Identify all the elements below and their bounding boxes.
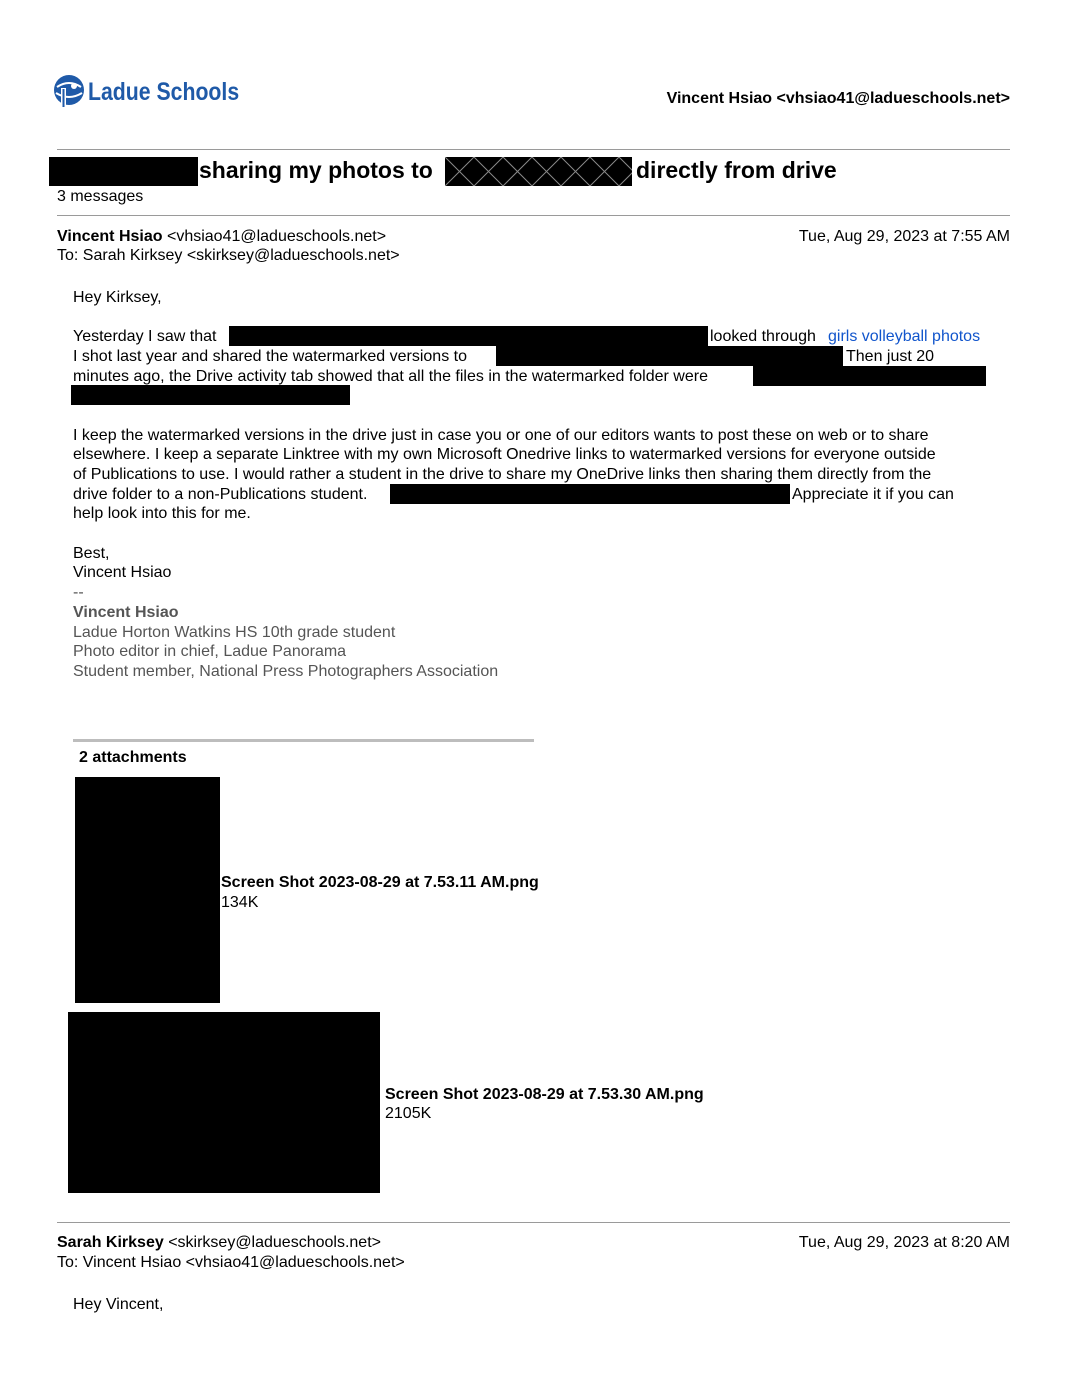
signature-line: Student member, National Press Photographers Association: [73, 663, 499, 680]
attachment-name[interactable]: Screen Shot 2023-08-29 at 7.53.30 AM.png: [385, 1086, 704, 1103]
message-1-recipient: To: Sarah Kirksey <skirksey@ladueschools.net>: [57, 247, 400, 264]
closing-name: Vincent Hsiao: [73, 564, 172, 581]
attachments-title: 2 attachments: [79, 749, 187, 766]
divider: [57, 215, 1010, 216]
account-address: Vincent Hsiao <vhsiao41@ladueschools.net>: [666, 90, 1010, 107]
attachment-size: 134K: [221, 894, 259, 911]
body-text: Yesterday I saw that: [73, 328, 217, 345]
redaction-block: [753, 366, 986, 386]
message-1-date: Tue, Aug 29, 2023 at 7:55 AM: [798, 228, 1010, 245]
body-text: of Publications to use. I would rather a student in the drive to share my OneDrive links then sharing them directly from the: [73, 466, 932, 483]
message-1-sender: [57, 228, 386, 246]
closing: Best,: [73, 545, 110, 562]
sender-name: Sarah Kirksey: [57, 1234, 164, 1251]
body-text: Appreciate it if you can: [792, 486, 954, 503]
body-text: Then just 20: [846, 348, 935, 365]
sender-email: <vhsiao41@ladueschools.net>: [166, 228, 387, 245]
signature-name: Vincent Hsiao: [73, 604, 179, 621]
body-text: minutes ago, the Drive activity tab showed that all the files in the watermarked folder were: [73, 368, 708, 385]
redaction-block: [496, 346, 843, 366]
attachment-name[interactable]: Screen Shot 2023-08-29 at 7.53.11 AM.png: [221, 874, 539, 891]
greeting: Hey Kirksey,: [73, 289, 162, 306]
body-text: looked through: [710, 328, 816, 345]
brand-logo: [52, 72, 266, 112]
globe-logo-icon: [52, 73, 86, 111]
redaction-block: [445, 157, 632, 186]
message-2-sender: [57, 1234, 381, 1252]
subject-part-1: sharing my photos to: [199, 157, 433, 183]
divider: [57, 149, 1010, 150]
greeting: Hey Vincent,: [73, 1296, 164, 1313]
signature-line: Ladue Horton Watkins HS 10th grade student: [73, 624, 396, 641]
volleyball-photos-link[interactable]: girls volleyball photos: [828, 328, 981, 345]
message-2-recipient: To: Vincent Hsiao <vhsiao41@ladueschools.net>: [57, 1254, 405, 1271]
brand-name: Ladue Schools: [88, 77, 240, 106]
redaction-block: [229, 326, 708, 346]
redaction-block: [49, 157, 198, 186]
signature-line: Photo editor in chief, Ladue Panorama: [73, 643, 347, 660]
redaction-block: [390, 484, 790, 504]
sender-name: Vincent Hsiao: [57, 228, 163, 245]
redaction-pattern-icon: [445, 157, 632, 186]
message-count: 3 messages: [57, 188, 144, 205]
body-text: help look into this for me.: [73, 505, 251, 522]
attachment-thumbnail[interactable]: [75, 777, 220, 1003]
subject-part-2: directly from drive: [636, 157, 837, 183]
attachments-divider: [73, 739, 534, 742]
signature-separator: --: [73, 584, 84, 601]
body-text: drive folder to a non-Publications student.: [73, 486, 368, 503]
body-text: elsewhere. I keep a separate Linktree with my own Microsoft Onedrive links to watermarked versions for everyone outside: [73, 446, 936, 463]
attachment-size: 2105K: [385, 1105, 432, 1122]
body-text: I shot last year and shared the watermarked versions to: [73, 348, 467, 365]
redaction-block: [71, 385, 350, 405]
attachment-thumbnail[interactable]: [68, 1012, 380, 1193]
body-text: I keep the watermarked versions in the drive just in case you or one of our editors wants to post these on web or to share: [73, 427, 929, 444]
divider: [57, 1222, 1010, 1223]
sender-email: <skirksey@ladueschools.net>: [168, 1234, 381, 1251]
message-2-date: Tue, Aug 29, 2023 at 8:20 AM: [798, 1234, 1010, 1251]
